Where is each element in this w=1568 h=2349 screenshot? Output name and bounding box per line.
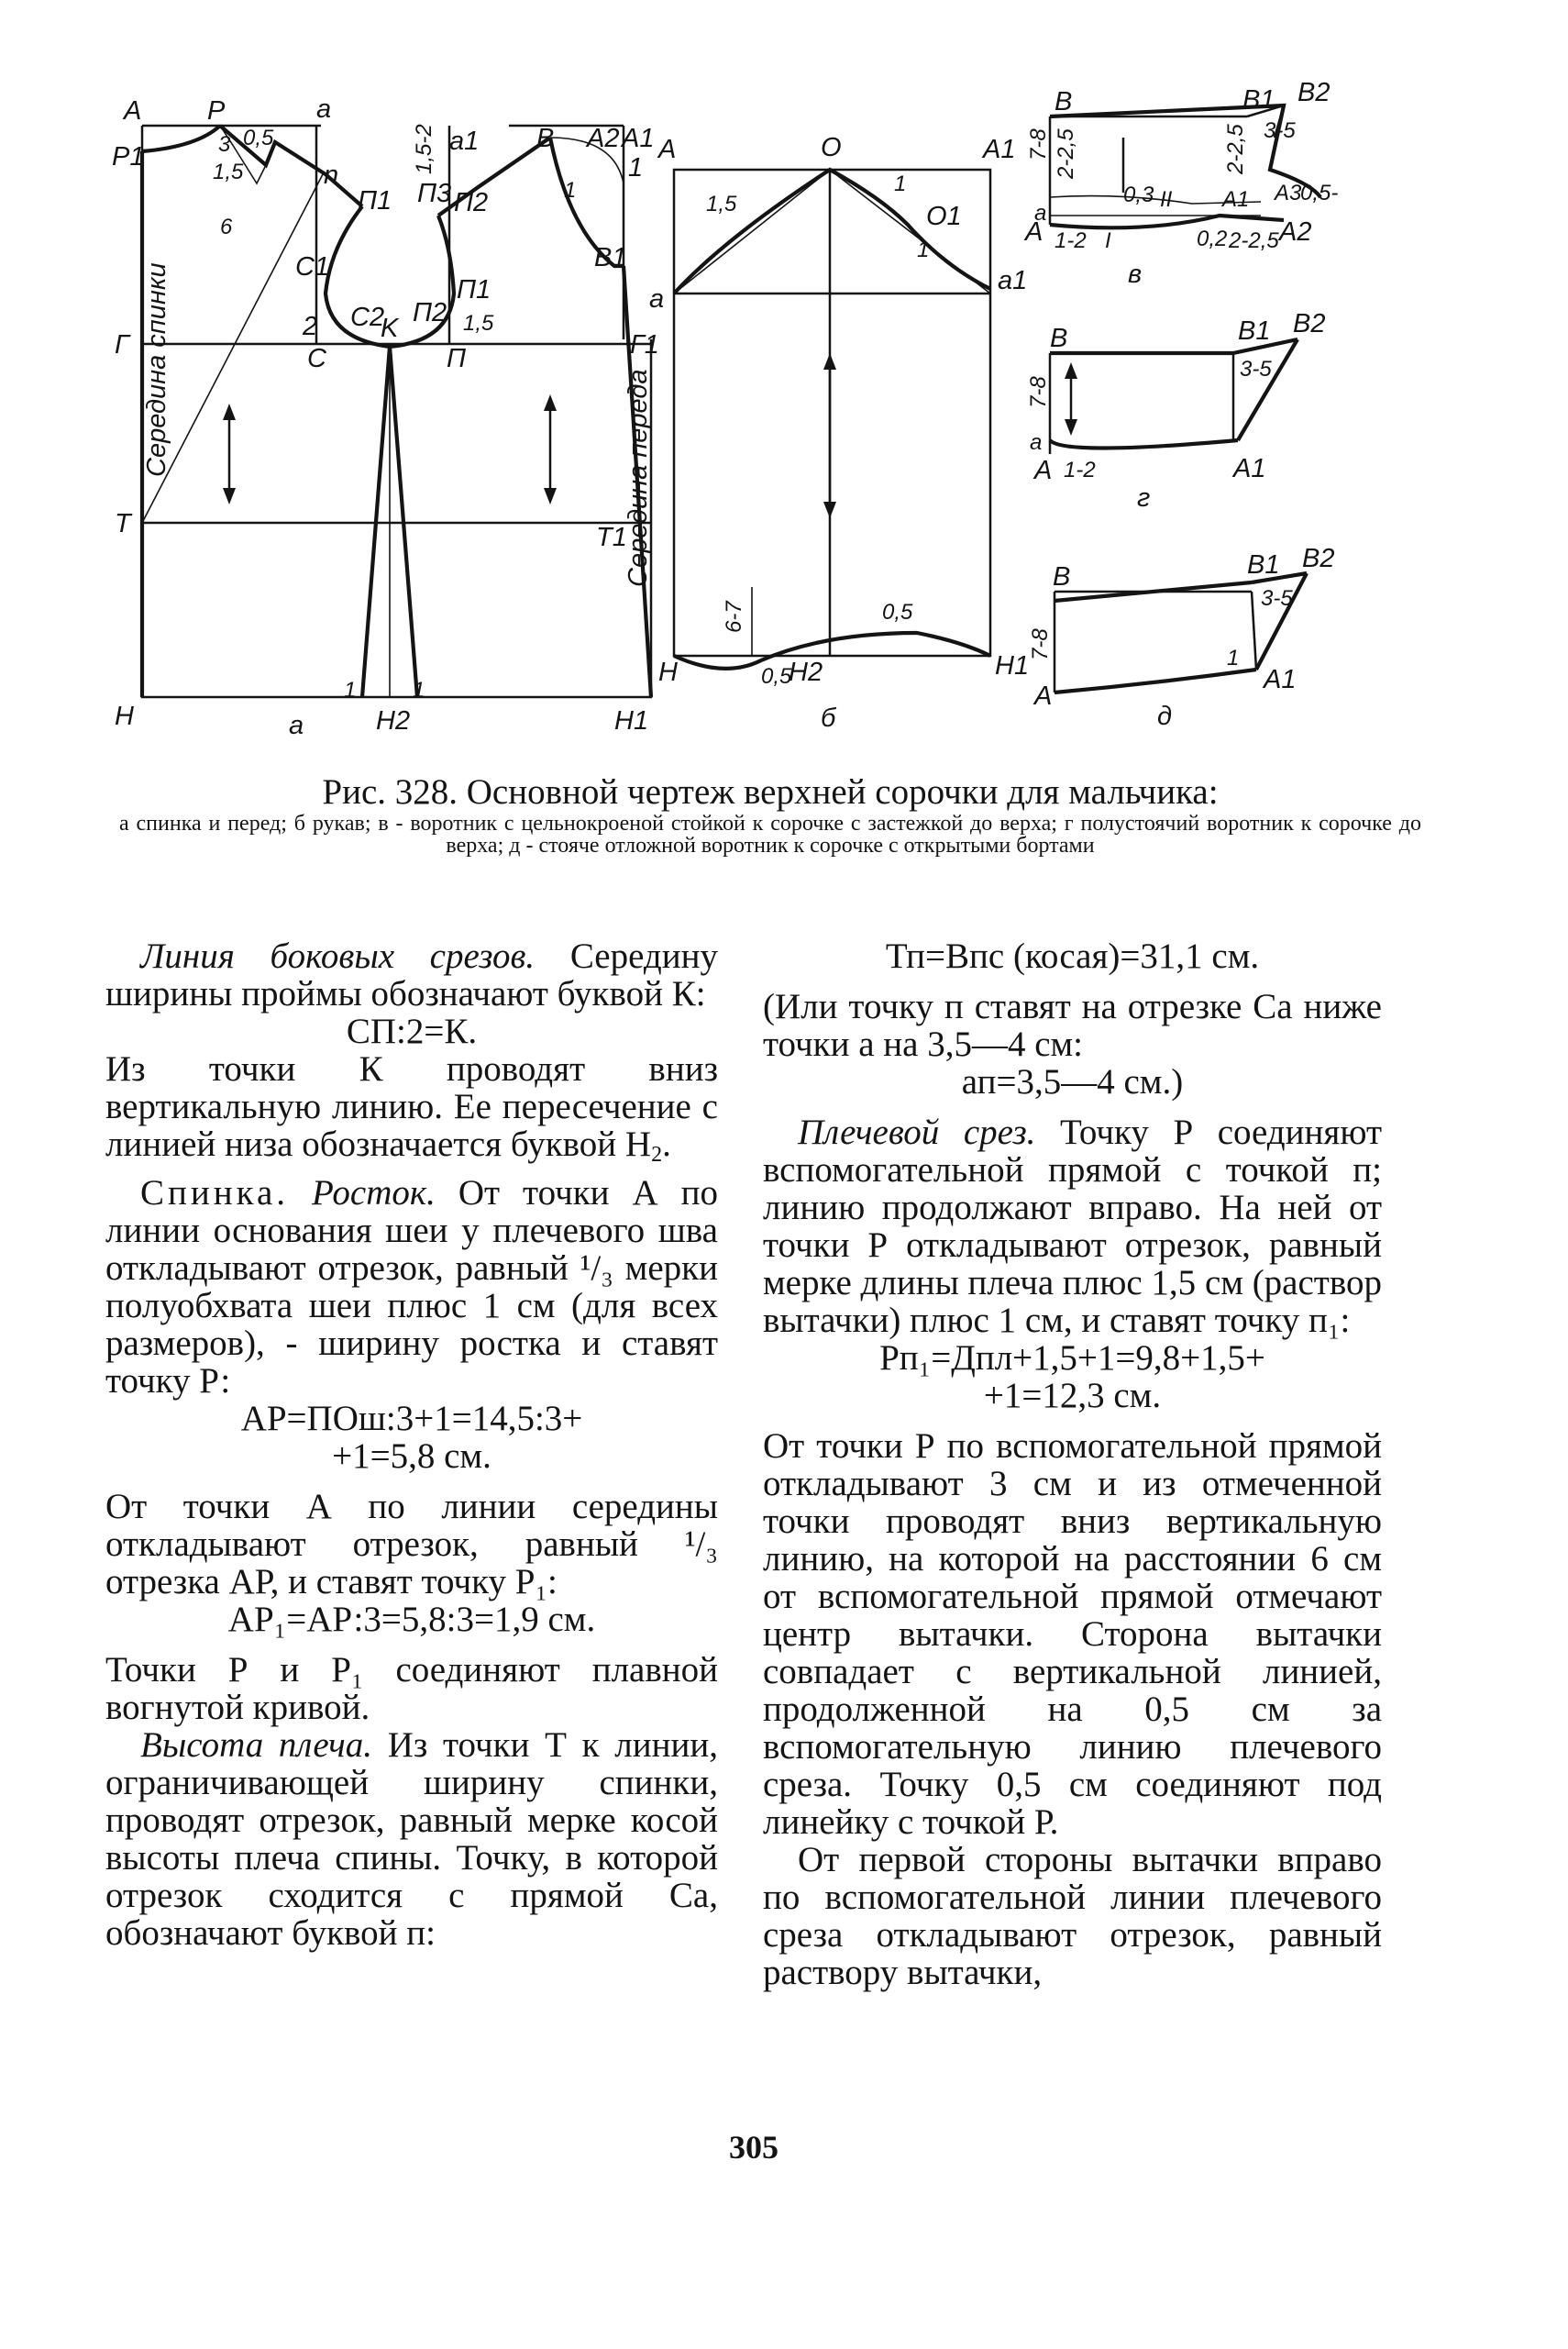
label-d-A: A: [1034, 681, 1053, 711]
label-center-front: Середина переда: [624, 369, 653, 587]
label-g-B1: B1: [1238, 316, 1271, 346]
label-g-a: a: [1030, 430, 1043, 455]
label-P3: П3: [417, 179, 452, 208]
label-G1: Г1: [630, 330, 659, 360]
label-d-A1: A1: [1264, 665, 1297, 694]
right-column: [763, 937, 1382, 1991]
label-v-225: 2-2,5: [1054, 128, 1078, 179]
label-v-B1: B1: [1242, 85, 1275, 115]
label-b-1a: 1: [894, 172, 907, 196]
label-B1: B1: [594, 243, 627, 272]
label-b-O: O: [821, 133, 842, 162]
label-b-O1: O1: [926, 202, 962, 231]
label-P: P: [207, 96, 226, 126]
label-3: 3: [218, 132, 231, 157]
label-b-H: H: [658, 658, 678, 687]
label-v-03: 0,3: [1123, 183, 1154, 207]
para-dart: От точки Р по вспомогательной прямой откладывают 3 см и из отмеченной точки проводят вниз вертикальную линию, на которой на расстоянии 6 см от вспомогательной прямой отмечают центр вытачки. Сторона вытачки совпадает с вертикальной линией, продолженной на 0,5 см за вспомогательную линию плечевого среза. Точку 0,5 см соединяют под линейку с точкой Р.: [763, 1426, 1382, 1842]
label-P2: П2: [454, 188, 489, 217]
para-side-seams: Линия боковых срезов. Середину ширины проймы обозначают буквой К:: [105, 936, 718, 1014]
label-Pi: П: [447, 344, 467, 373]
label-v-A1: A1: [1222, 187, 1250, 212]
label-v-II: II: [1160, 187, 1173, 212]
label-n: n: [324, 161, 339, 190]
label-H2: H2: [376, 706, 411, 736]
label-152: 1,5-2: [412, 124, 436, 174]
para-alt-point: (Или точку п ставят на отрезке Са ниже точки а на 3,5—4 см:: [763, 987, 1382, 1064]
label-b-05a: 0,5: [761, 664, 792, 689]
label-C2: C2: [350, 303, 385, 332]
label-n1: П1: [358, 186, 392, 216]
panel-b-sleeve: [649, 133, 1029, 733]
label-b-A1: A1: [983, 135, 1016, 164]
caption-description: а спинка и перед; б рукав; в - воротник с цельнокроеной стойкой к сорочке с застежкой до верха; г полустоячий воротник к сорочке до верха; д - стояче отложной воротник к сорочке с открытыми бортами: [119, 812, 1421, 858]
label-v-B2: B2: [1297, 78, 1331, 107]
label-g-78: 7-8: [1026, 376, 1051, 408]
label-v-A3: A3: [1275, 181, 1302, 205]
label-b-15: 1,5: [706, 192, 737, 216]
label-v-78: 7-8: [1026, 128, 1051, 161]
label-a: a: [316, 94, 332, 124]
label-g-B: B: [1050, 324, 1068, 353]
label-v-225c: 2-2,5: [1229, 228, 1279, 253]
para-shoulder-seam: Плечевой срез. Точку Р соединяют вспомогательной прямой с точкой п; линию продолжают вправо. На ней от точки Р откладывают отрезок, равный мерке длины плеча плюс 1,5 см (раствор вытачки) плюс 1 см, и ставят точку п₁:: [763, 1113, 1382, 1340]
panel-v-collar: [1023, 78, 1338, 289]
label-b-67: 6-7: [722, 601, 746, 633]
label-1c: 1: [344, 678, 357, 703]
para-shoulder-height: Высота плеча. Из точки Т к линии, ограничивающей ширину спинки, проводят отрезок, равный мерке косой высоты плеча спины. Точку, в которой отрезок сходится с прямой Са, обозначают буквой п:: [105, 1725, 719, 1953]
label-d-d: д: [1157, 702, 1173, 731]
panel-a-letter: а: [289, 711, 304, 740]
para-back-neck: Спинка. Росток. От точки А по линии основания шеи у плечевого шва откладывают отрезок, равный ¹/₃ мерки полуобхвата шеи плюс 1 см (для всех размеров), - ширину ростка и ставят точку Р:: [105, 1173, 718, 1401]
label-b-1b: 1: [917, 238, 930, 262]
label-g-35: 3-5: [1240, 357, 1272, 382]
label-v-05: 0,5-: [1300, 181, 1339, 205]
label-T: T: [115, 509, 131, 538]
label-d-1: 1: [1227, 646, 1240, 670]
label-1a: 1: [564, 178, 577, 203]
label-15b: 1,5: [463, 311, 494, 336]
label-T1: T1: [596, 523, 627, 552]
label-center-back: Середина спинки: [142, 262, 171, 477]
label-b-a1: a1: [998, 266, 1028, 295]
label-A2: A2: [587, 124, 620, 153]
panel-b-letter: б: [821, 704, 836, 733]
formula-pn1-2: +1=12,3 см.: [983, 1376, 1162, 1415]
label-05: 0,5: [243, 126, 274, 150]
formula-ap-1: АР=ПОш:3+1=14,5:3+: [240, 1399, 583, 1438]
label-C1: C1: [295, 252, 330, 282]
label-v-A2: A2: [1279, 217, 1312, 247]
formula-ap1: АР₁=АР:3=5,8:3=1,9 см.: [227, 1600, 596, 1639]
pattern-drawing: [0, 0, 1568, 770]
label-v-A: A: [1025, 217, 1043, 247]
label-v-a: a: [1034, 201, 1047, 226]
page-number: 305: [729, 2129, 778, 2166]
label-15: 1,5: [213, 160, 244, 184]
label-6: 6: [220, 215, 233, 239]
formula-ck: СП:2=К.: [346, 1012, 478, 1051]
label-A: A: [124, 96, 142, 126]
figure-caption: [119, 772, 1421, 857]
label-b-05b: 0,5: [882, 600, 913, 625]
label-d-35: 3-5: [1261, 586, 1293, 611]
label-b-A: A: [658, 135, 677, 164]
label-K: K: [381, 314, 399, 343]
label-v-I: I: [1105, 228, 1111, 253]
label-1b: 1: [628, 153, 644, 183]
label-B: B: [536, 124, 555, 153]
label-C: C: [307, 344, 326, 373]
label-H: H: [115, 702, 134, 731]
label-2: 2: [303, 312, 318, 341]
label-a1: a1: [449, 127, 480, 156]
formula-an: ап=3,5—4 см.): [961, 1062, 1184, 1102]
para-center-line: От точки А по линии середины откладывают отрезок, равный ¹/₃ отрезка АР, и ставят точку Р₁:: [105, 1487, 718, 1601]
label-d-78: 7-8: [1028, 628, 1053, 660]
label-H1: H1: [614, 706, 649, 736]
para-vertical-line: Из точки К проводят вниз вертикальную линию. Ее пересечение с линией низа обозначается буквой $H_2$.: [105, 1049, 718, 1167]
para-connect-points: Точки Р и Р₁ соединяют плавной вогнутой кривой.: [105, 1650, 718, 1727]
label-g-A1: A1: [1233, 454, 1266, 483]
formula-pn1-1: Рп₁=Дпл+1,5+1=9,8+1,5+: [879, 1338, 1265, 1378]
label-A1: A1: [622, 124, 655, 153]
label-b-H2: H2: [789, 658, 823, 687]
label-g-12: 1-2: [1064, 458, 1096, 482]
label-g-A: A: [1034, 456, 1053, 485]
label-v-02: 0,2: [1197, 227, 1228, 251]
label-d-B2: B2: [1302, 544, 1335, 573]
label-b-H1: H1: [995, 651, 1030, 681]
formula-tn: Тп=Впс (косая)=31,1 см.: [885, 936, 1260, 976]
label-v-12: 1-2: [1055, 228, 1087, 253]
label-P1: P1: [112, 142, 145, 172]
label-d-B1: B1: [1247, 550, 1280, 580]
panel-a-back-front: [112, 94, 659, 740]
label-Pi2: П2: [413, 298, 447, 327]
formula-ap-2: +1=5,8 см.: [332, 1436, 491, 1476]
label-g-B2: B2: [1293, 309, 1326, 338]
label-Pi1: П1: [457, 275, 491, 305]
panel-g-letter: г: [1137, 483, 1151, 513]
panel-d-collar: [1028, 544, 1334, 731]
panel-v-letter: в: [1128, 260, 1143, 289]
para-dart-opening: От первой стороны вытачки вправо по вспомогательной линии плечевого среза откладывают отрезок, равный раствору вытачки,: [763, 1840, 1382, 1992]
label-v-225b: 2-2,5: [1223, 124, 1248, 174]
label-b-a: a: [649, 284, 665, 314]
panel-g-collar: [1026, 309, 1325, 513]
caption-title: Рис. 328. Основной чертеж верхней сорочки для мальчика:: [322, 772, 1219, 812]
label-v-35: 3-5: [1264, 118, 1296, 143]
label-G: Г: [115, 330, 129, 360]
label-d-B: B: [1053, 562, 1071, 592]
label-v-B: B: [1055, 87, 1073, 116]
left-column: [105, 937, 718, 1952]
label-1d: 1: [413, 678, 425, 703]
